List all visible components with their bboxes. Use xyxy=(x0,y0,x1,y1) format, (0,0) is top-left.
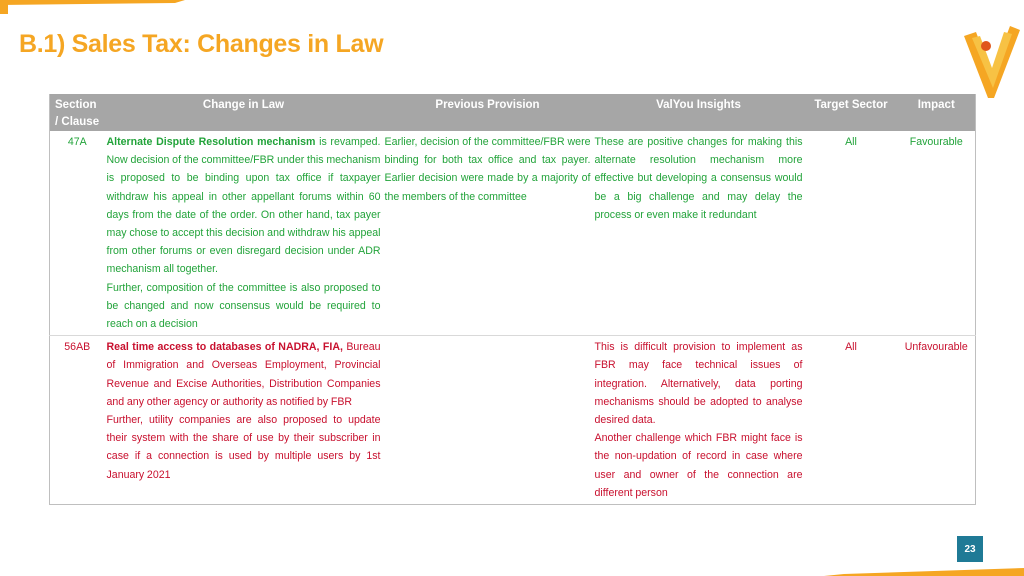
insights-text: This is difficult provision to implement as FBR may face technical issues of integration. Alternatively, data porting mechanisms should be adopted to analyse desired data. xyxy=(594,341,803,427)
valyou-insights-cell xyxy=(593,131,805,336)
insights-extra-text: Another challenge which FBR might face is the non-updation of record in case where user and owner of the connection are different person xyxy=(594,432,803,499)
slide-title: B.1) Sales Tax: Changes in Law xyxy=(19,30,384,58)
change-body-text: is revamped. Now decision of the committee/FBR under this mechanism is proposed to be binding upon tax office if taxpayer withdraw his appeal in other appellant forums within 60 days from the date of the order. On other hand, tax payer may chose to accept this decision and withdraw his appeal from other forums or even disregard decision under ADR mechanism all together. xyxy=(106,136,381,276)
change-lead-text: Alternate Dispute Resolution mechanism xyxy=(106,136,316,148)
section-cell: 47A xyxy=(50,131,105,336)
previous-provision-cell: Earlier, decision of the committee/FBR were binding for both tax office and tax payer. Earlier decision were made by a majority of the members of the committee xyxy=(383,131,593,336)
insights-text: These are positive changes for making this alternate resolution mechanism more effective but developing a consensus would be a big challenge and may delay the process or even make it redundant xyxy=(594,136,803,221)
header-change-in-law: Change in Law xyxy=(105,94,383,131)
header-section-clause: Section / Clause xyxy=(50,94,105,131)
change-in-law-cell xyxy=(105,131,383,336)
table-row xyxy=(50,336,976,505)
header-impact: Impact xyxy=(898,94,976,131)
valyou-insights-cell xyxy=(593,336,805,505)
impact-cell: Unfavourable xyxy=(898,336,976,505)
top-left-accent-bar xyxy=(0,0,200,14)
bottom-right-accent-bar xyxy=(824,564,1024,576)
change-extra-text: Further, utility companies are also proposed to update their system with the share of use by their subscriber in case if a connection is used by multiple users by 1st January 2021 xyxy=(106,414,381,481)
target-sector-cell: All xyxy=(805,131,898,336)
header-valyou-insights: ValYou Insights xyxy=(593,94,805,131)
impact-cell: Favourable xyxy=(898,131,976,336)
previous-provision-cell xyxy=(383,336,593,505)
header-target-sector: Target Sector xyxy=(805,94,898,131)
change-in-law-cell xyxy=(105,336,383,505)
change-extra-text: Further, composition of the committee is also proposed to be changed and now consensus would be required to reach on a decision xyxy=(106,281,381,331)
sales-tax-changes-table xyxy=(49,94,976,505)
change-lead-text: Real time access to databases of NADRA, FIA, xyxy=(106,341,343,354)
valyou-check-logo-icon xyxy=(962,22,1022,100)
table-row xyxy=(50,131,976,336)
header-previous-provision: Previous Provision xyxy=(383,94,593,131)
section-cell: 56AB xyxy=(50,336,105,505)
table-header-row xyxy=(50,94,976,131)
page-number-badge: 23 xyxy=(957,536,983,562)
target-sector-cell: All xyxy=(805,336,898,505)
change-body-text: Bureau of Immigration and Overseas Employment, Provincial Revenue and Excise Authorities, Distribution Companies and any other agency or authority as notified by FBR xyxy=(106,341,381,408)
